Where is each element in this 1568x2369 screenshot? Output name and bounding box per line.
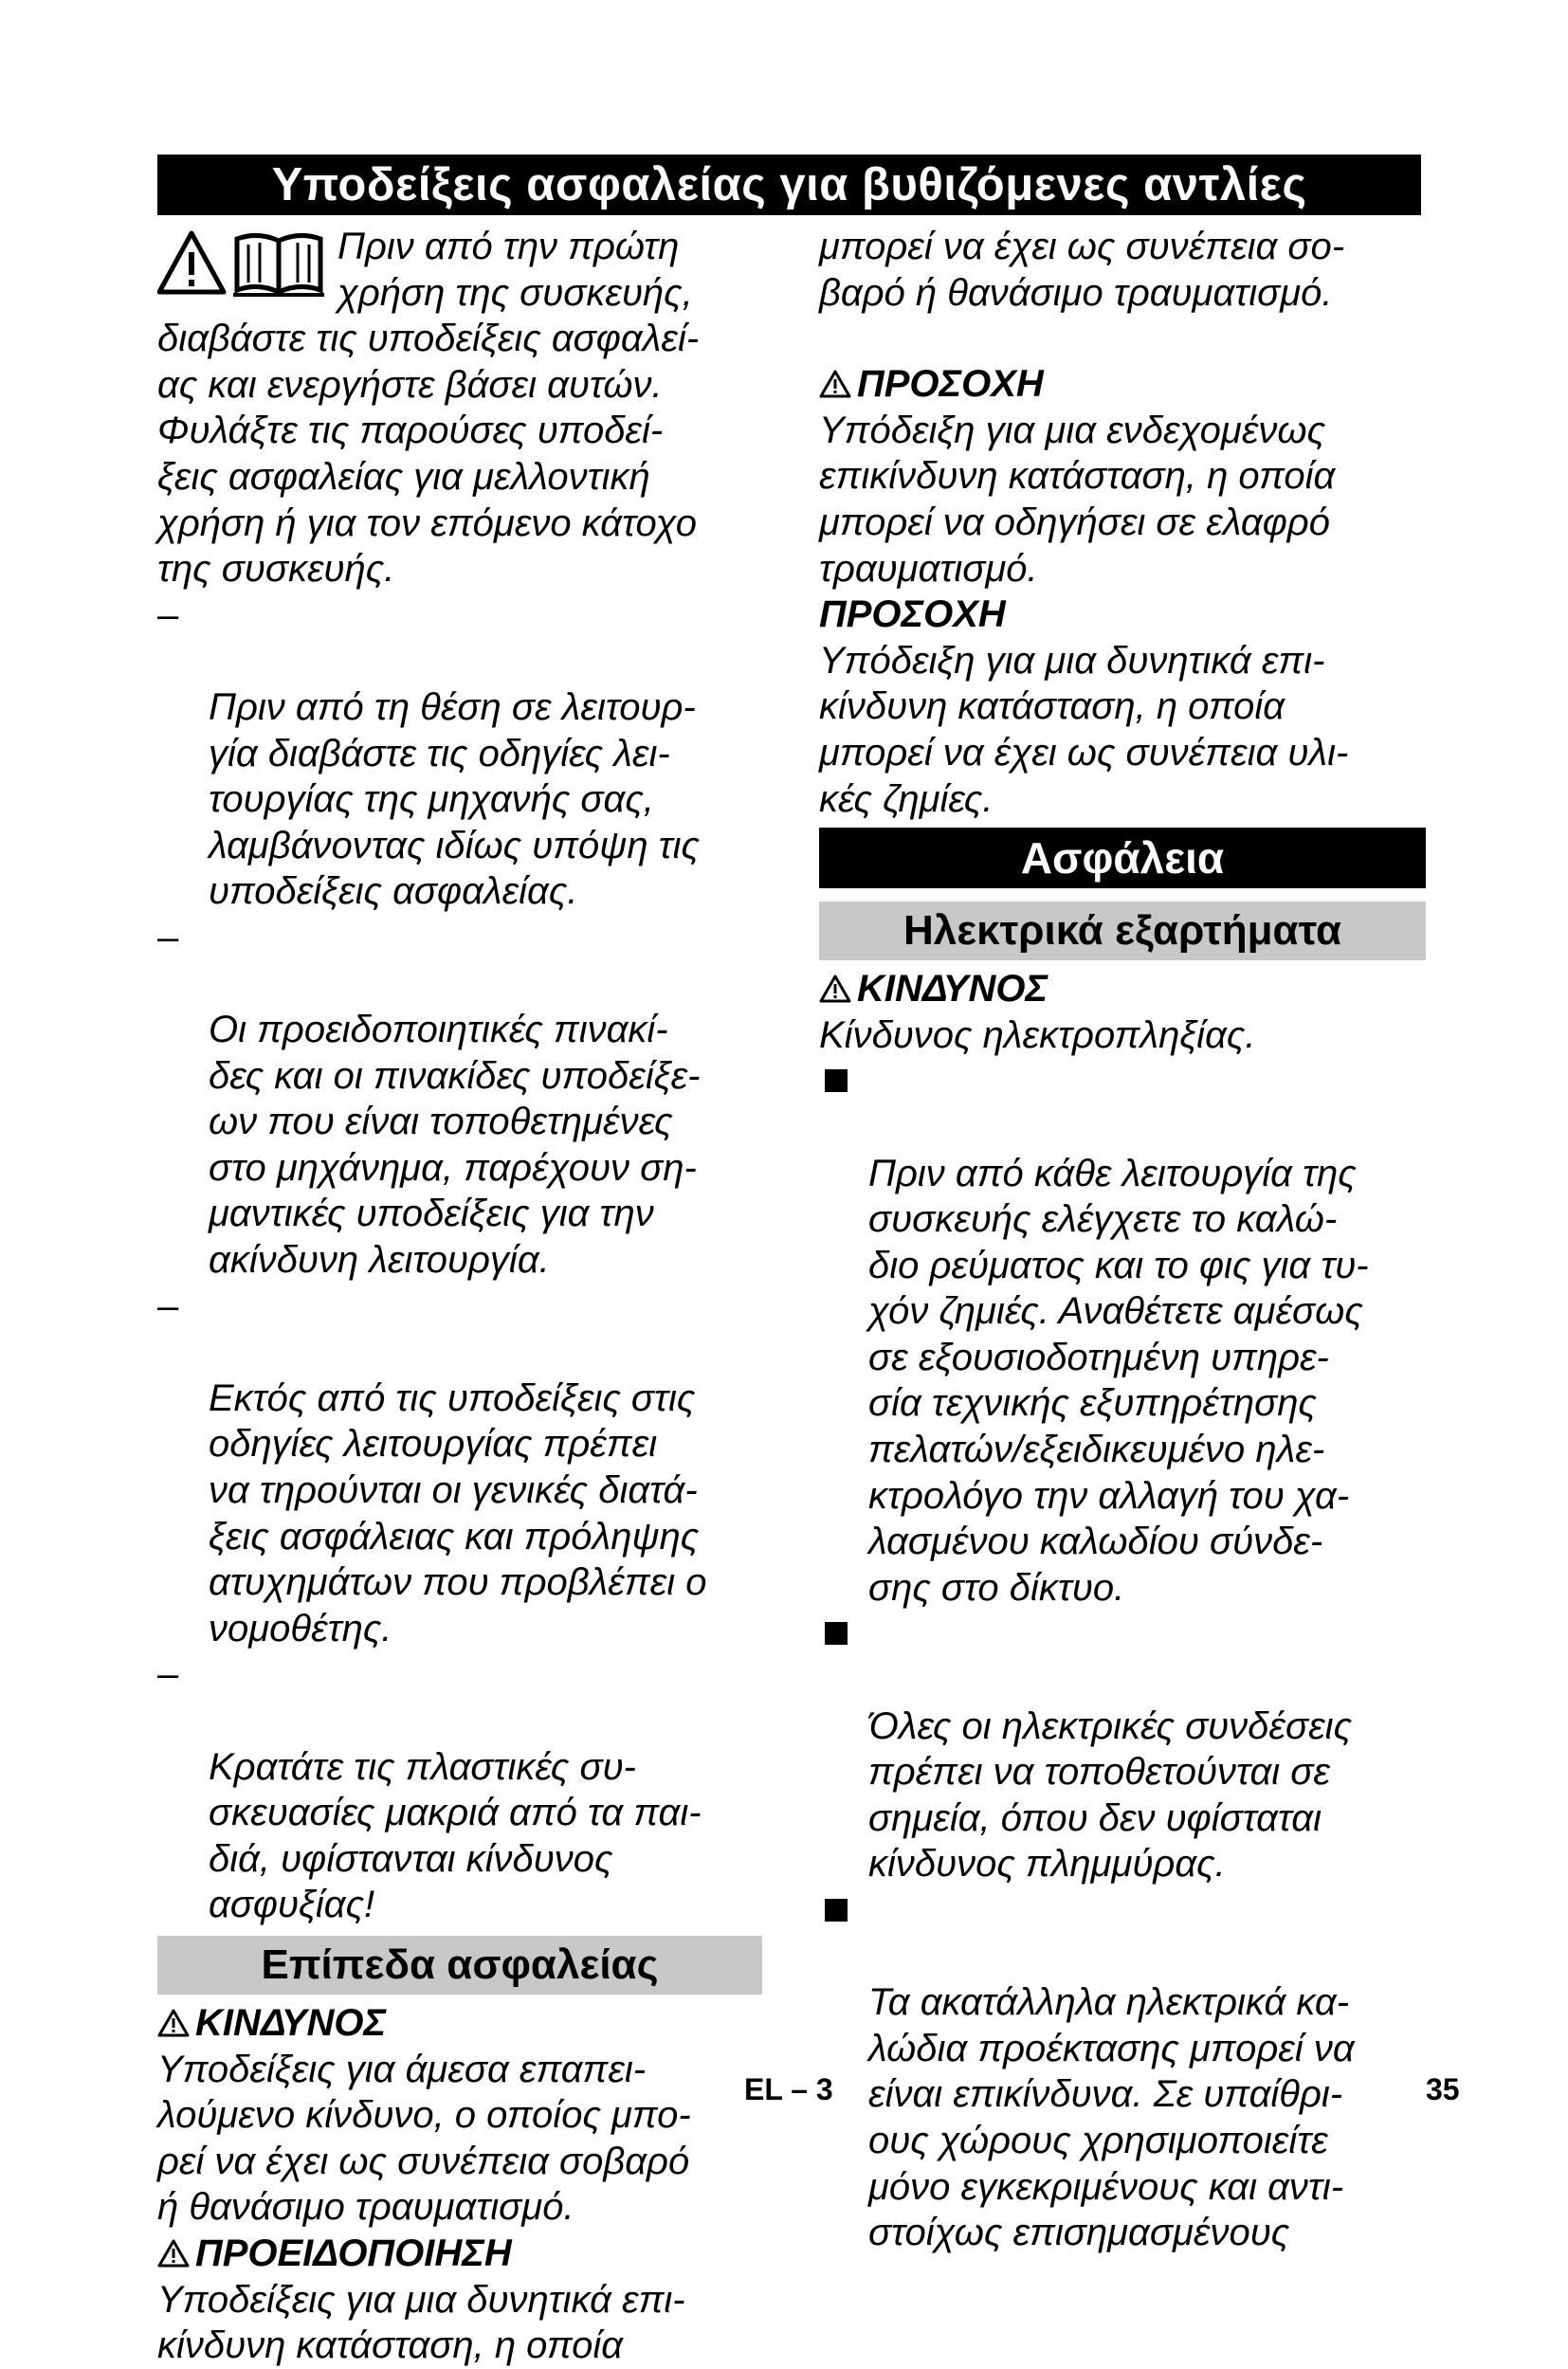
- page-title: Υποδείξεις ασφαλείας για βυθιζόμενες αντλίες: [157, 155, 1421, 215]
- caution-text: Υπόδειξη για μια ενδεχομένως επικίνδυνη κατάσταση, η οποία μπορεί να οδηγήσει σε ελαφρό τραυματισμό.: [819, 409, 1336, 590]
- warning-manual-icons: [157, 229, 332, 298]
- warning-triangle-icon: [159, 233, 224, 292]
- list-item: [157, 592, 762, 915]
- warning-text: Υποδείξεις για μια δυνητικά επι- κίνδυνη κατάσταση, η οποία: [157, 2278, 685, 2367]
- caution2-label: ΠΡΟΣΟΧΗ: [819, 593, 1006, 636]
- safety-levels-heading: Επίπεδα ασφαλείας: [157, 1936, 762, 1995]
- intro-first-lines: Πριν από την πρώτη χρήση της συσκευής,: [337, 226, 693, 314]
- list-item: [157, 1651, 762, 1928]
- warning-label-text: ΠΡΟΕΙΔΟΠΟΙΗΣΗ: [195, 2232, 512, 2274]
- list-item: [819, 1611, 1426, 1887]
- warning-label: [157, 2231, 762, 2277]
- dash-marker: –: [157, 916, 179, 958]
- warning-triangle-icon: [819, 369, 851, 399]
- left-column: [157, 224, 762, 2369]
- list-item-text: Κρατάτε τις πλαστικές συ- σκευασίες μακριά από τα παι- διά, υφίστανται κίνδυνος ασφυξίας!: [209, 1745, 702, 1926]
- dash-marker: –: [157, 593, 179, 636]
- list-item: [819, 1887, 1426, 2256]
- list-item: [819, 1058, 1426, 1611]
- square-bullet-icon: [825, 1622, 848, 1645]
- caution-label-text: ΠΡΟΣΟΧΗ: [857, 363, 1044, 406]
- danger-label: [157, 2000, 762, 2047]
- list-item: [157, 915, 762, 1284]
- list-item-text: Όλες οι ηλεκτρικές συνδέσεις πρέπει να τοποθετούνται σε σημεία, όπου δεν υφίσταται κίνδυνος πλημμύρας.: [868, 1704, 1353, 1886]
- electric-danger-label: [819, 966, 1426, 1012]
- warning-triangle-icon: [157, 2238, 190, 2269]
- right-column: [819, 224, 1426, 2256]
- list-item-text: Τα ακατάλληλα ηλεκτρικά κα- λώδια προέκτασης μπορεί να είναι επικίνδυνα. Σε υπαίθρι- ους χώρους χρησιμοποιείτε μόνο εγκεκριμένους και αντι- στοίχως επισημασμένους: [868, 1981, 1355, 2254]
- square-bullet-icon: [825, 1069, 848, 1092]
- electric-danger-label-text: ΚΙΝΔΥΝΟΣ: [857, 968, 1048, 1011]
- manual-book-icon: [233, 235, 324, 295]
- danger-text: Υποδείξεις για άμεσα επαπει- λούμενο κίνδυνο, ο οποίος μπο- ρεί να έχει ως συνέπεια σοβαρό ή θανάσιμο τραυματισμό.: [157, 2048, 691, 2229]
- electric-danger-text: Κίνδυνος ηλεκτροπληξίας.: [819, 1013, 1256, 1056]
- list-item: [157, 1284, 762, 1652]
- list-item-text: Εκτός από τις υποδείξεις στις οδηγίες λειτουργίας πρέπει να τηρούνται οι γενικές διατά- ξεις ασφάλειας και πρόληψης ατυχημάτων που προβλέπει ο νομοθέτης.: [209, 1376, 707, 1649]
- list-item-text: Οι προειδοποιητικές πινακί- δες και οι πινακίδες υποδείξε- ων που είναι τοποθετημένες στο μηχάνημα, παρέχουν ση- μαντικές υποδείξεις για την ακίνδυνη λειτουργία.: [209, 1009, 701, 1282]
- danger-label-text: ΚΙΝΔΥΝΟΣ: [195, 2001, 387, 2044]
- dash-marker: –: [157, 1285, 179, 1327]
- footer-section-number: EL – 3: [744, 2072, 833, 2106]
- electrical-parts-heading: Ηλεκτρικά εξαρτήματα: [819, 902, 1426, 960]
- caution-label: [819, 361, 1426, 408]
- warning-triangle-icon: [819, 974, 851, 1004]
- safety-heading: Ασφάλεια: [819, 828, 1426, 888]
- list-item-text: Πριν από τη θέση σε λειτουρ- γία διαβάστε τις οδηγίες λει- τουργίας της μηχανής σας, λαμβάνοντας ιδίως υπόψη τις υποδείξεις ασφαλείας.: [209, 685, 701, 913]
- intro-block: [157, 224, 762, 592]
- warning-triangle-icon: [157, 2008, 190, 2038]
- dash-marker: –: [157, 1653, 179, 1696]
- square-bullet-icon: [825, 1899, 848, 1922]
- caution2-text: Υπόδειξη για μια δυνητικά επι- κίνδυνη κατάσταση, η οποία μπορεί να έχει ως συνέπεια υλι- κές ζημίες.: [819, 639, 1349, 820]
- footer-page-number: 35: [1426, 2072, 1460, 2106]
- intro-text: διαβάστε τις υποδείξεις ασφαλεί- ας και ενεργήστε βάσει αυτών. Φυλάξτε τις παρούσες υποδεί- ξεις ασφαλείας για μελλοντική χρήση ή για τον επόμενο κάτοχο της συσκευής.: [157, 318, 700, 591]
- warning-text-continued: μπορεί να έχει ως συνέπεια σο- βαρό ή θανάσιμο τραυματισμό.: [819, 226, 1345, 314]
- list-item-text: Πριν από κάθε λειτουργία της συσκευής ελέγχετε το καλώ- διο ρεύματος και το φις για τυ- χόν ζημιές. Αναθέτετε αμέσως σε εξουσιοδοτημένη υπηρε- σία τεχνικής εξυπηρέτησης πελατών/εξειδικευμένο ηλε- κτρολόγο την αλλαγή του χα- λασμένου καλωδίου σύνδε- σης στο δίκτυο.: [868, 1152, 1369, 1609]
